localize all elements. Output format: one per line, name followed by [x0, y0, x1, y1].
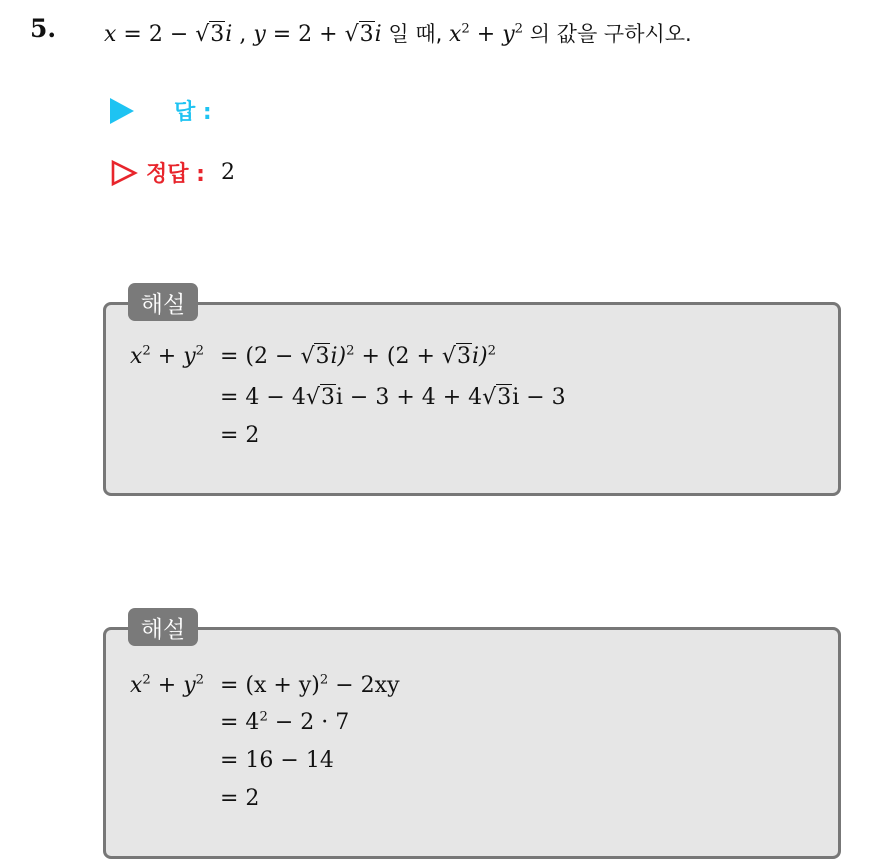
lhs-x: x [130, 673, 143, 698]
solution-2-line-3: = 16 − 14 [220, 748, 334, 773]
eq-text: = 4 − 4 [220, 385, 306, 410]
lhs-x: x [130, 344, 143, 369]
play-icon [110, 98, 134, 124]
eq-text: − 2 · 7 [267, 710, 350, 735]
var-y: y [253, 22, 266, 47]
solution-2-line-2 [220, 710, 349, 735]
eq-text: = (2 − [220, 344, 301, 369]
eq-text: i) [330, 344, 347, 369]
question-number: 5. [30, 14, 57, 43]
eq-text: i − 3 + 4 + 4 [335, 385, 483, 410]
text-ask: 의 값을 구하시오. [523, 22, 692, 46]
solution-2-lhs [130, 673, 204, 698]
eq-text: − 2xy [328, 673, 400, 698]
imag-unit: i [374, 22, 382, 47]
eq-text: + (2 + [354, 344, 442, 369]
comma: , [232, 22, 254, 47]
solution-tab-1: 해설 [128, 283, 198, 321]
sqrt-3: √3 [482, 385, 512, 410]
eq-text: i) [471, 344, 488, 369]
plus: + [469, 22, 503, 47]
exponent: 2 [259, 709, 268, 725]
exponent: 2 [195, 343, 205, 359]
cond-y-rest: = 2 + [265, 22, 345, 47]
sqrt-3: √3 [441, 344, 471, 369]
exponent: 2 [195, 672, 205, 688]
answer-label: 답 : [174, 100, 212, 125]
var-x: x [104, 22, 117, 47]
cond-x-rest: = 2 − [116, 22, 196, 47]
expr-y: y [502, 22, 515, 47]
exponent: 2 [461, 21, 470, 37]
solution-box-2 [103, 627, 841, 859]
imag-unit: i [225, 22, 233, 47]
eq-text: = (x + y) [220, 673, 320, 698]
exponent: 2 [319, 672, 329, 688]
exponent: 2 [346, 343, 355, 359]
solution-2-line-1 [220, 673, 400, 698]
sqrt-3: √3 [344, 22, 374, 47]
solution-2-line-4: = 2 [220, 786, 260, 811]
sqrt-3: √3 [305, 385, 335, 410]
plus: + [150, 344, 184, 369]
eq-text: = 4 [220, 710, 260, 735]
sqrt-3: √3 [195, 22, 225, 47]
correct-label: 정답 : [146, 162, 205, 187]
correct-value: 2 [220, 160, 235, 185]
exponent: 2 [487, 343, 496, 359]
correct-answer-row [110, 157, 235, 188]
answer-row [110, 95, 212, 126]
solution-1-line-3: = 2 [220, 423, 260, 448]
exponent: 2 [142, 343, 151, 359]
plus: + [150, 673, 184, 698]
eq-text: i − 3 [512, 385, 566, 410]
lhs-y: y [183, 673, 196, 698]
solution-1-line-1 [220, 344, 496, 369]
question-text [104, 18, 692, 48]
exponent: 2 [142, 672, 151, 688]
solution-tab-2: 해설 [128, 608, 198, 646]
outline-play-icon [110, 159, 138, 187]
solution-1-lhs [130, 344, 204, 369]
sqrt-3: √3 [300, 344, 330, 369]
lhs-y: y [183, 344, 196, 369]
text-when: 일 때, [381, 22, 449, 46]
expr-x: x [448, 22, 462, 47]
solution-1-line-2 [220, 385, 566, 410]
exponent: 2 [514, 21, 524, 37]
